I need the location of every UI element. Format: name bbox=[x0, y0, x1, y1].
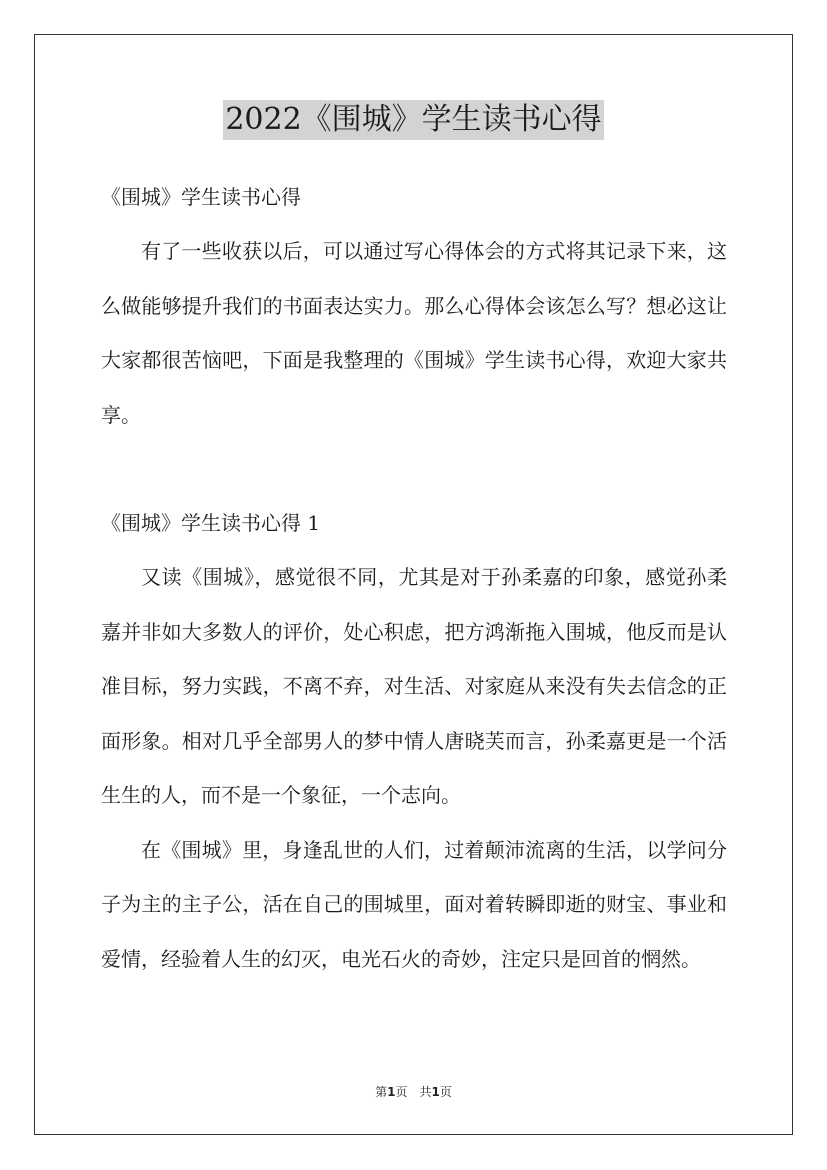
footer-mid: 页 共 bbox=[395, 1085, 432, 1099]
document-title: 2022《围城》学生读书心得 bbox=[223, 100, 603, 140]
spacer bbox=[101, 442, 727, 496]
document-body bbox=[101, 170, 727, 986]
body-paragraph-1: 又读《围城》，感觉很不同，尤其是对于孙柔嘉的印象，感觉孙柔嘉并非如大多数人的评价，处心积虑，把方鸿渐拖入围城，他反而是认准目标，努力实践，不离不弃，对生活、对家庭从来没有失去信念的正面形象。相对几乎全部男人的梦中情人唐晓芙而言，孙柔嘉更是一个活生生的人，而不是一个象征，一个志向。 bbox=[101, 565, 727, 807]
intro-paragraph: 有了一些收获以后，可以通过写心得体会的方式将其记录下来，这么做能够提升我们的书面表达实力。那么心得体会该怎么写？想必这让大家都很苦恼吧，下面是我整理的《围城》学生读书心得，欢迎大家共享。 bbox=[101, 239, 727, 427]
footer-page-total: 1 bbox=[431, 1085, 440, 1099]
footer-page-number: 1 bbox=[387, 1085, 396, 1099]
footer-prefix: 第 bbox=[375, 1085, 388, 1099]
body-paragraph-2: 在《围城》里，身逢乱世的人们，过着颠沛流离的生活，以学问分子为主的主子公，活在自己的围城里，面对着转瞬即逝的财宝、事业和爱情，经验着人生的幻灭，电光石火的奇妙，注定只是回首的惘然。 bbox=[101, 837, 727, 971]
title-wrap bbox=[0, 100, 827, 140]
section-heading: 《围城》学生读书心得 1 bbox=[101, 511, 321, 535]
document-subtitle: 《围城》学生读书心得 bbox=[101, 185, 301, 209]
page-footer bbox=[0, 1083, 827, 1100]
footer-suffix: 页 bbox=[439, 1085, 452, 1099]
